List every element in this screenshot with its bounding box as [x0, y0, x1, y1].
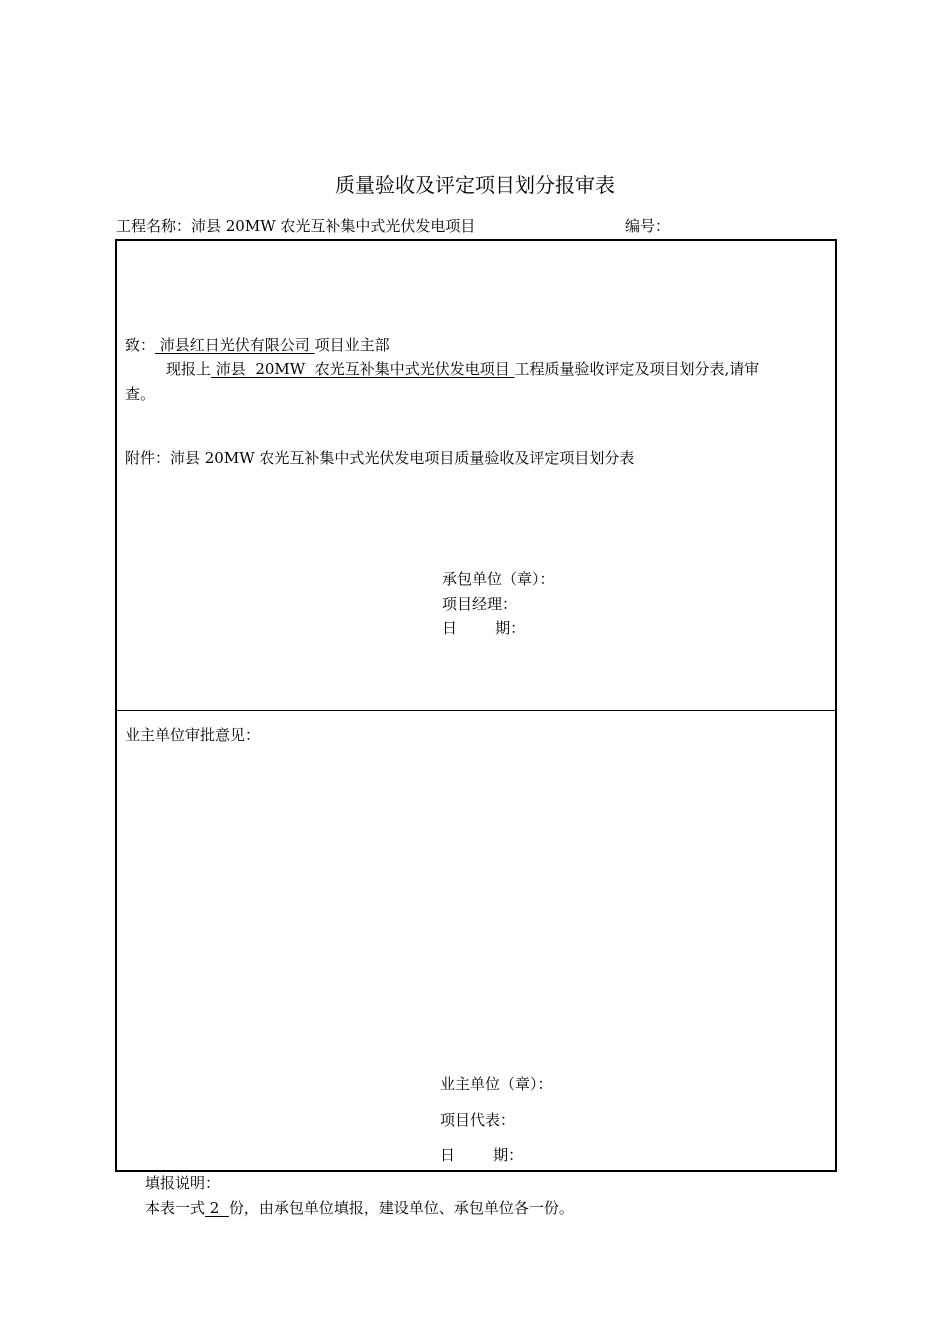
notes-line — [145, 1201, 574, 1216]
page-title: 质量验收及评定项目划分报审表 — [335, 173, 615, 197]
attachment-line: 附件：沛县 20MW 农光互补集中式光伏发电项目质量验收及评定项目划分表 — [125, 449, 635, 467]
report-prefix: 现报上 — [166, 360, 212, 378]
report-line-2: 查。 — [125, 385, 156, 403]
owner-unit-label: 业主单位（章）： — [440, 1075, 553, 1093]
report-project: 沛县 20MW 农光互补集中式光伏发电项目 — [211, 360, 515, 378]
project-rep-label: 项目代表： — [440, 1111, 516, 1129]
notes-prefix: 本表一式 — [145, 1199, 206, 1217]
project-name-label: 工程名称：沛县 20MW 农光互补集中式光伏发电项目 — [116, 217, 476, 235]
date-label-top: 日 期： — [442, 619, 526, 637]
section-divider — [115, 710, 835, 711]
to-suffix: 项目业主部 — [314, 336, 390, 354]
to-prefix: 致： — [125, 336, 156, 354]
notes-suffix: 份，由承包单位填报，建设单位、承包单位各一份。 — [228, 1199, 574, 1217]
form-table — [115, 239, 837, 1172]
report-suffix: 工程质量验收评定及项目划分表,请审 — [514, 360, 760, 378]
project-manager-label: 项目经理： — [442, 595, 518, 613]
contractor-unit-label: 承包单位（章）： — [442, 570, 555, 588]
number-label: 编号： — [625, 217, 671, 235]
to-company: 沛县红日光伏有限公司 — [155, 336, 315, 354]
copies-count: 2 — [205, 1199, 229, 1217]
notes-title: 填报说明： — [145, 1174, 221, 1192]
owner-opinion-label: 业主单位审批意见： — [125, 726, 261, 744]
report-line — [166, 362, 759, 377]
addressee-line — [125, 338, 390, 353]
date-label-bottom: 日 期： — [440, 1146, 524, 1164]
